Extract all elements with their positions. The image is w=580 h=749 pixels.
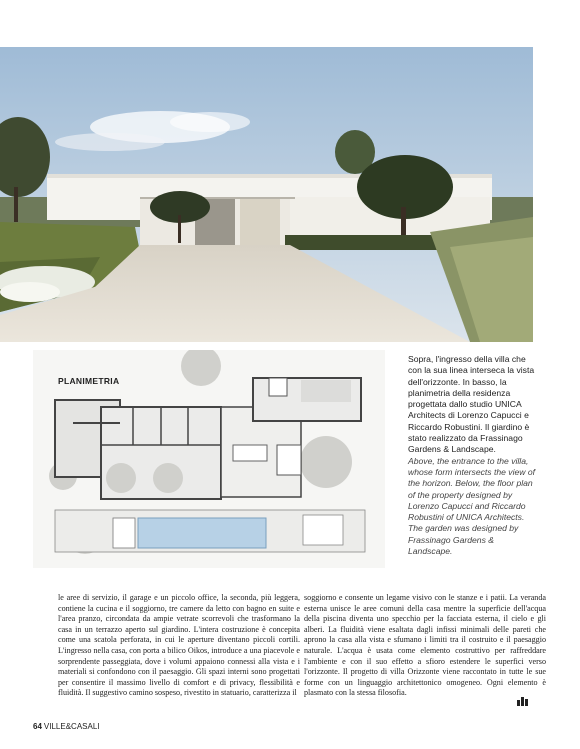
article-end-mark-icon [517, 693, 529, 711]
body-text-column-1: le aree di servizio, il garage e un piccolo office, la seconda, più leggera, contiene la cucina e il soggiorno, tre camere da letto con bagno en suite e l'area pranzo, circondata da ampie vetrate scorrevoli che trasformano la casa in un terrazzo aperto sul giardino. L'intera costruzione è concepita come una scatola perforata, in cui le aperture diventano piccoli cortili. L'ingresso nella casa, con porta a bilico Oikos, introduce a una piacevole e sorprendente passeggiata, dove i volumi appaiono connessi alla vista e i materiali si confondono con il paesaggio. Gli spazi interni sono progettati per consentire il massimo livello di comfort e di privacy, flessibilità e fluidità. Il suggestivo camino sospeso, rivestito in statuario, caratterizza il [58, 593, 300, 698]
body-text-column-2: soggiorno e consente un legame visivo con le stanze e i patii. La veranda esterna unisce le aree comuni della casa mentre la superficie dell'acqua della piscina diventa uno specchio per la facciata esterna, il cielo e gli alberi. La fluidità viene esaltata dagli infissi minimali delle pareti che aprono la casa alla vista e sfumano i limiti tra il costruito e il paesaggio naturale. L'acqua è usata come elemento costruttivo per raffreddare l'ambiente e con il suo effetto a sfioro estendere le superfici verso l'orizzonte. Il progetto di villa Orizzonte viene raccontato in tutte le sue forme con un linguaggio architettonico omogeneo. Ogni elemento è plasmato con la stessa filosofia. [304, 593, 546, 698]
page-footer [33, 722, 100, 731]
caption-italian: Sopra, l'ingresso della villa che con la sua linea interseca la vista dell'orizzonte. In basso, la planimetria della residenza progettata dallo studio UNICA Architects di Lorenzo Capucci e Riccardo Robustini. Il giardino è stato realizzato da Frassinago Gardens & Landscape. [408, 354, 535, 455]
page-number: 64 [33, 722, 42, 731]
magazine-name: VILLE&CASALI [43, 722, 100, 731]
photo-caption [408, 354, 536, 557]
caption-english: Above, the entrance to the villa, whose form intersects the view of the horizon. Below, the floor plan of the property designed by Lorenzo Capucci and Riccardo Robustini of UNICA Architects. The garden was designed by Frassinago Gardens & Landscape. [408, 455, 536, 557]
villa-entrance-photo [0, 47, 533, 342]
floor-plan-title: PLANIMETRIA [58, 376, 120, 386]
